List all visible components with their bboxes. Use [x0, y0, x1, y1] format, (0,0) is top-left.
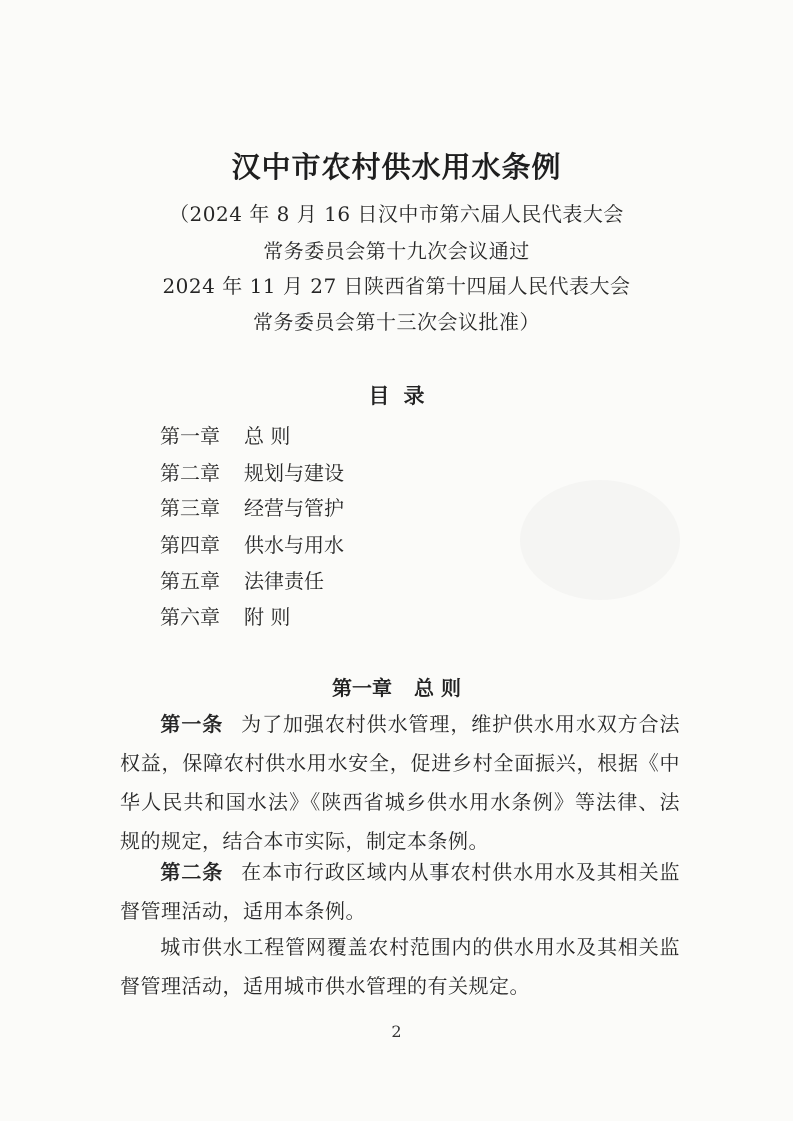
toc-item-name: 总 则 — [244, 424, 291, 448]
toc-item-num: 第六章 — [160, 605, 220, 629]
chapter-num: 第一章 — [332, 676, 393, 700]
toc-item-name: 法律责任 — [244, 569, 324, 593]
toc-item-name: 规划与建设 — [244, 461, 344, 485]
subtitle-line-3: 2024 年 11 月 27 日陕西省第十四届人民代表大会 — [162, 274, 631, 298]
toc-heading: 目录 — [368, 383, 439, 408]
toc-item-num: 第四章 — [160, 533, 220, 557]
toc-item — [160, 457, 344, 486]
chapter-heading — [0, 672, 793, 701]
page-number: 2 — [391, 1022, 402, 1041]
article-paragraph — [120, 705, 680, 861]
document-title: 汉中市农村供水用水条例 — [231, 150, 562, 184]
body-paragraph — [120, 928, 680, 1006]
article-text: 在本市行政区域内从事农村供水用水及其相关监督管理活动，适用本条例。 — [120, 860, 681, 923]
toc-item — [160, 529, 344, 558]
article-text: 为了加强农村供水管理，维护供水用水双方合法权益，保障农村供水用水安全，促进乡村全面振兴，根据《中华人民共和国水法》《陕西省城乡供水用水条例》等法律、法规的规定，结合本市实际，制定本条例。 — [120, 712, 681, 853]
toc-item-num: 第一章 — [160, 424, 220, 448]
paragraph-text: 城市供水工程管网覆盖农村范围内的供水用水及其相关监督管理活动，适用城市供水管理的有关规定。 — [120, 935, 680, 998]
article-label: 第一条 — [160, 712, 224, 736]
subtitle-line-4: 常务委员会第十三次会议批准） — [253, 310, 540, 334]
toc-item-num: 第五章 — [160, 569, 220, 593]
toc-item — [160, 601, 290, 630]
subtitle-line-2: 常务委员会第十九次会议通过 — [263, 239, 530, 263]
faint-seal-mark — [520, 480, 680, 600]
toc-item-name: 供水与用水 — [244, 533, 344, 557]
toc-item-num: 第二章 — [160, 461, 220, 485]
subtitle-line-1: （2024 年 8 月 16 日汉中市第六届人民代表大会 — [169, 202, 624, 226]
chapter-name: 总 则 — [414, 676, 461, 700]
toc-item-name: 经营与管护 — [244, 496, 344, 520]
toc-item — [160, 492, 344, 521]
toc-item — [160, 565, 324, 594]
toc-item — [160, 420, 290, 449]
article-label: 第二条 — [160, 860, 224, 884]
toc-item-num: 第三章 — [160, 496, 220, 520]
article-paragraph — [120, 853, 680, 931]
toc-item-name: 附 则 — [244, 605, 291, 629]
